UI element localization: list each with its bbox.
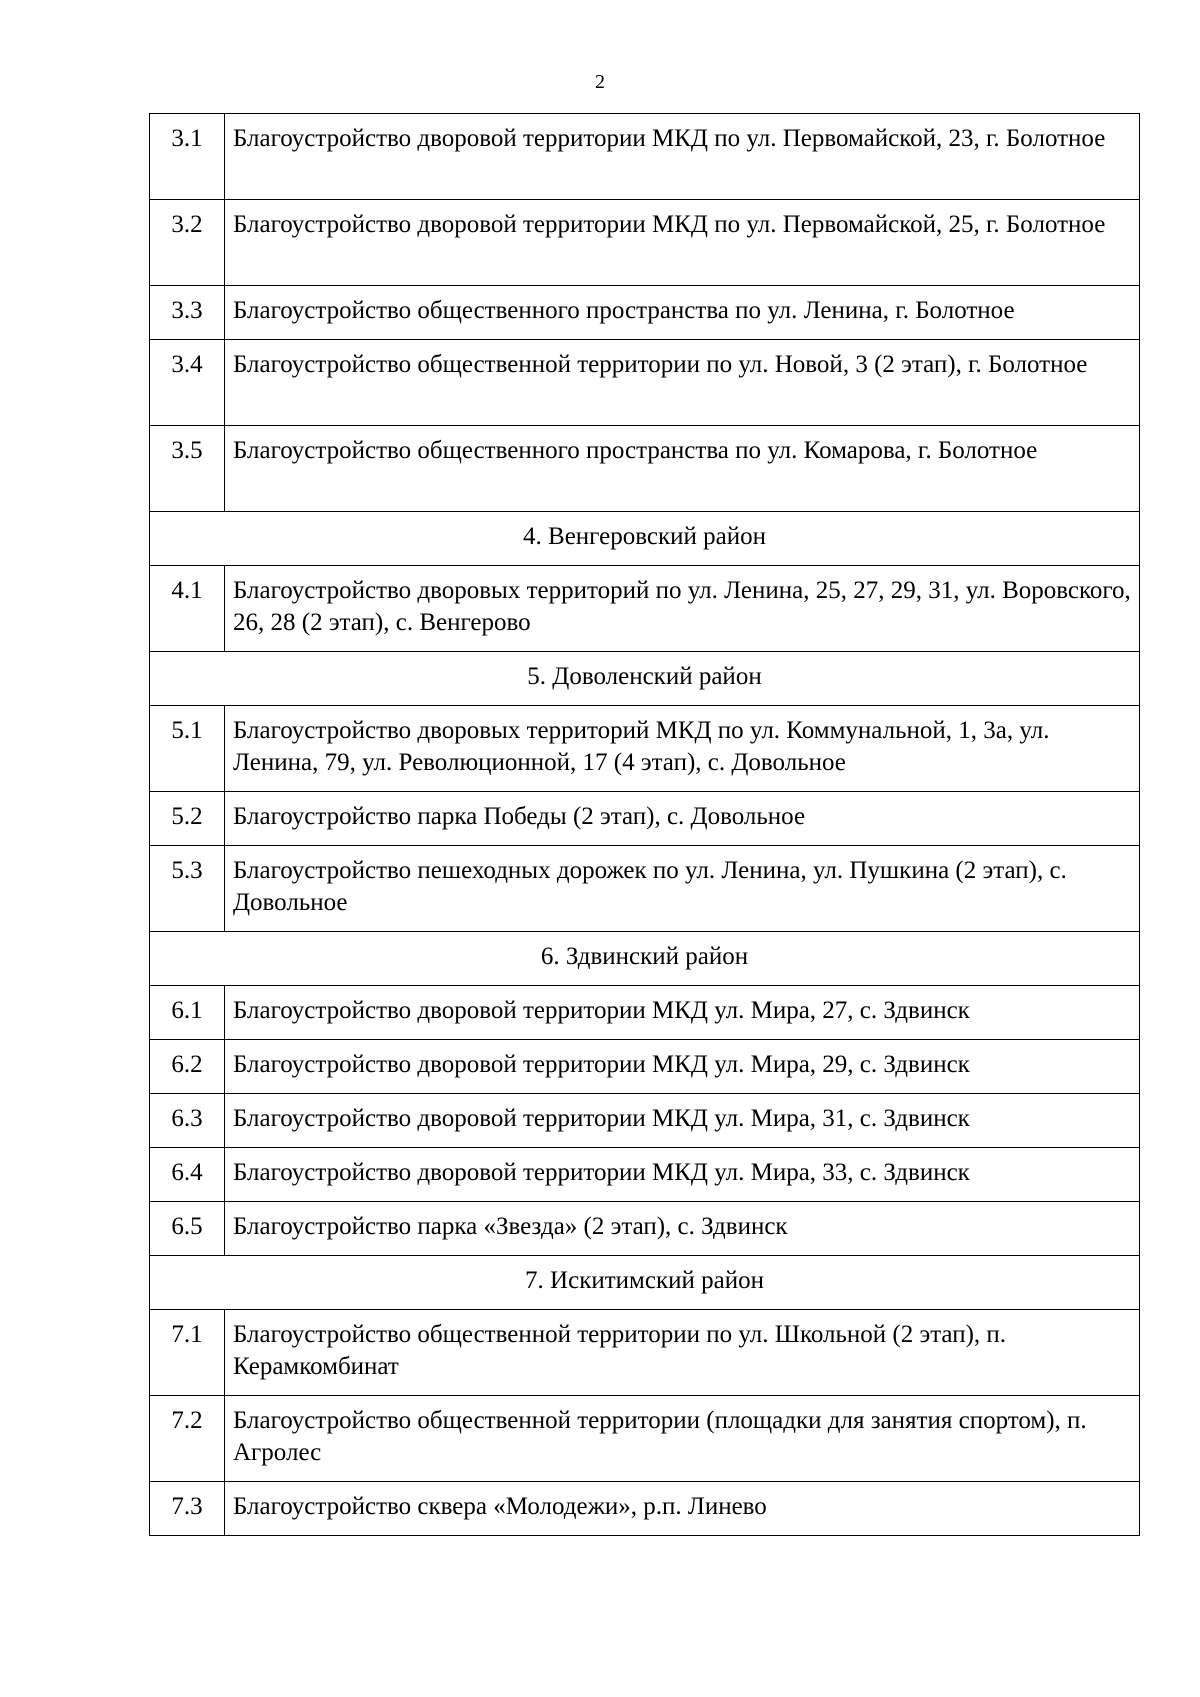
row-number: 3.4 (150, 340, 225, 426)
section-title: 4. Венгеровский район (150, 512, 1140, 566)
row-text: Благоустройство дворовых территорий по ул. Ленина, 25, 27, 29, 31, ул. Воровского, 26, 28 (2 этап), с. Венгерово (225, 566, 1140, 652)
table-row (150, 986, 1140, 1040)
table-row (150, 566, 1140, 652)
row-number: 6.5 (150, 1202, 225, 1256)
row-text: Благоустройство пешеходных дорожек по ул. Ленина, ул. Пушкина (2 этап), с. Довольное (225, 846, 1140, 932)
section-title: 5. Доволенский район (150, 652, 1140, 706)
row-number: 7.1 (150, 1310, 225, 1396)
row-number: 3.2 (150, 200, 225, 286)
row-text: Благоустройство сквера «Молодежи», р.п. Линево (225, 1482, 1140, 1536)
row-number: 3.1 (150, 114, 225, 200)
table-row (150, 426, 1140, 512)
section-header-row (150, 932, 1140, 986)
table-row (150, 1396, 1140, 1482)
row-number: 6.2 (150, 1040, 225, 1094)
row-number: 3.3 (150, 286, 225, 340)
row-text: Благоустройство парка «Звезда» (2 этап), с. Здвинск (225, 1202, 1140, 1256)
table-row (150, 1482, 1140, 1536)
table-row (150, 1310, 1140, 1396)
table-row (150, 1202, 1140, 1256)
page-number: 2 (595, 71, 605, 93)
section-header-row (150, 652, 1140, 706)
row-text: Благоустройство дворовой территории МКД по ул. Первомайской, 25, г. Болотное (225, 200, 1140, 286)
section-header-row (150, 1256, 1140, 1310)
row-text: Благоустройство дворовых территорий МКД по ул. Коммунальной, 1, 3а, ул. Ленина, 79, ул. Революционной, 17 (4 этап), с. Довольное (225, 706, 1140, 792)
table-row (150, 286, 1140, 340)
table-row (150, 340, 1140, 426)
table-row (150, 114, 1140, 200)
row-text: Благоустройство общественной территории по ул. Новой, 3 (2 этап), г. Болотное (225, 340, 1140, 426)
row-text: Благоустройство дворовой территории МКД по ул. Первомайской, 23, г. Болотное (225, 114, 1140, 200)
table-row (150, 792, 1140, 846)
row-number: 5.3 (150, 846, 225, 932)
table-row (150, 1040, 1140, 1094)
row-number: 3.5 (150, 426, 225, 512)
table-row (150, 200, 1140, 286)
table-row (150, 706, 1140, 792)
row-number: 7.2 (150, 1396, 225, 1482)
row-text: Благоустройство общественного пространства по ул. Комарова, г. Болотное (225, 426, 1140, 512)
row-text: Благоустройство дворовой территории МКД ул. Мира, 33, с. Здвинск (225, 1148, 1140, 1202)
row-number: 6.4 (150, 1148, 225, 1202)
row-text: Благоустройство парка Победы (2 этап), с. Довольное (225, 792, 1140, 846)
row-number: 5.2 (150, 792, 225, 846)
row-number: 5.1 (150, 706, 225, 792)
row-text: Благоустройство общественного пространства по ул. Ленина, г. Болотное (225, 286, 1140, 340)
row-text: Благоустройство дворовой территории МКД ул. Мира, 29, с. Здвинск (225, 1040, 1140, 1094)
row-text: Благоустройство общественной территории (площадки для занятия спортом), п. Агролес (225, 1396, 1140, 1482)
row-text: Благоустройство общественной территории по ул. Школьной (2 этап), п. Керамкомбинат (225, 1310, 1140, 1396)
improvement-table (149, 113, 1140, 1536)
row-number: 4.1 (150, 566, 225, 652)
section-header-row (150, 512, 1140, 566)
table-row (150, 846, 1140, 932)
table-row (150, 1148, 1140, 1202)
row-text: Благоустройство дворовой территории МКД ул. Мира, 27, с. Здвинск (225, 986, 1140, 1040)
row-number: 6.3 (150, 1094, 225, 1148)
section-title: 7. Искитимский район (150, 1256, 1140, 1310)
table-row (150, 1094, 1140, 1148)
section-title: 6. Здвинский район (150, 932, 1140, 986)
row-number: 7.3 (150, 1482, 225, 1536)
row-text: Благоустройство дворовой территории МКД ул. Мира, 31, с. Здвинск (225, 1094, 1140, 1148)
row-number: 6.1 (150, 986, 225, 1040)
